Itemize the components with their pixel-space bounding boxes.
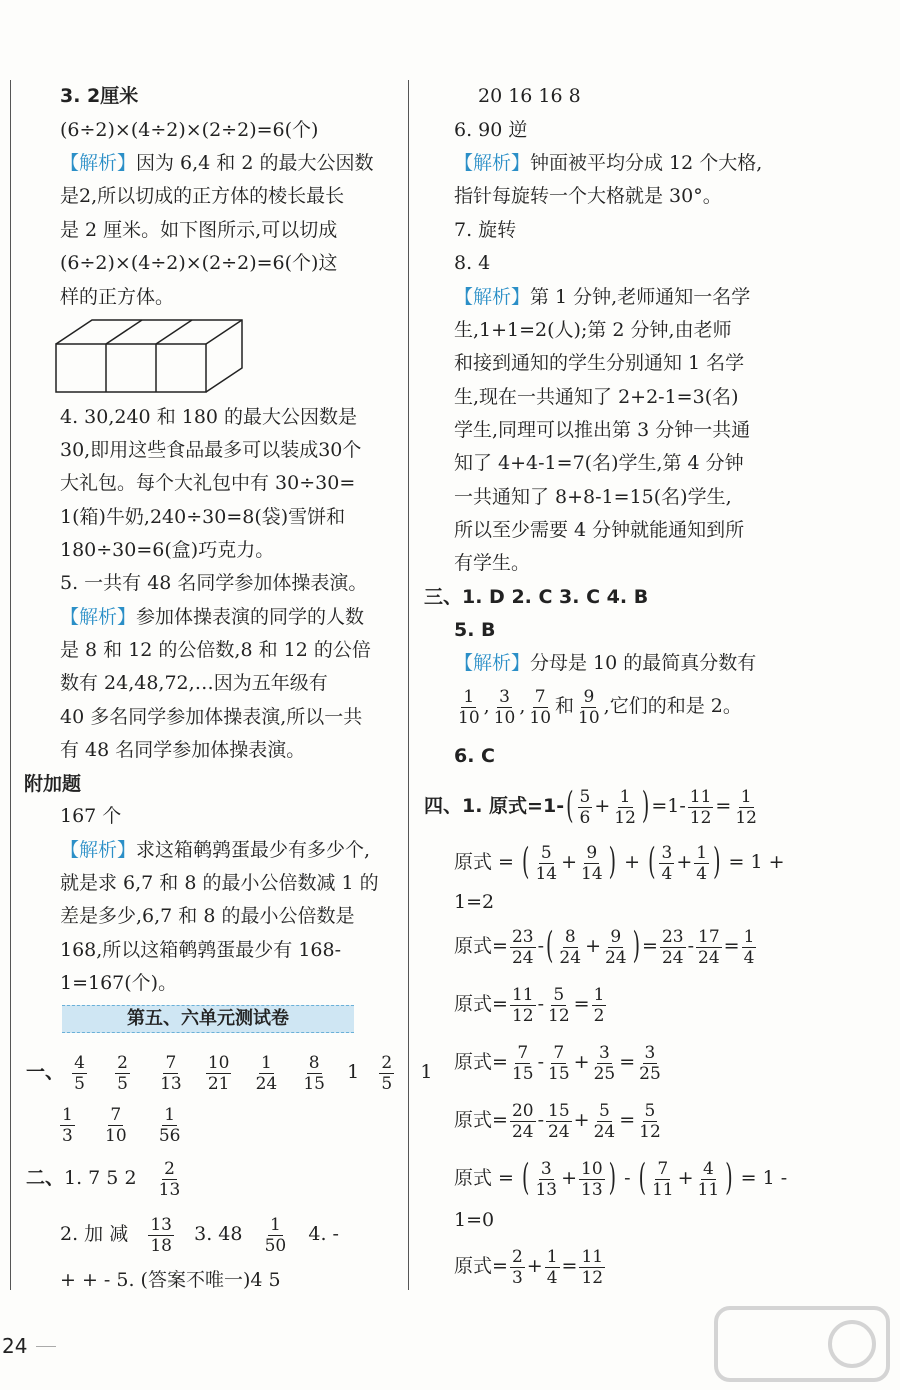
- extra-title: 附加题: [24, 773, 82, 795]
- q8-analysis-line: 所以至少需要 4 分钟就能通知到所: [454, 519, 745, 541]
- section3-q5: 5. B: [454, 619, 496, 641]
- extra-analysis-line: 1=167(个)。: [60, 972, 178, 994]
- section3-analysis: 【解析】分母是 10 的最简真分数有: [454, 652, 757, 674]
- q4-line: 4. 30,240 和 180 的最大公因数是: [60, 406, 358, 428]
- q3-analysis-line: 是2,所以切成的正方体的棱长最长: [60, 185, 345, 207]
- column-divider: [408, 80, 409, 1290]
- q8-answer: 8. 4: [454, 252, 491, 274]
- watermark-logo: [712, 1304, 892, 1384]
- q5-analysis-line: 数有 24,48,72,…因为五年级有: [60, 672, 328, 694]
- q5-analysis-line: 40 多名同学参加体操表演,所以一共: [60, 706, 363, 728]
- q6-analysis: 【解析】钟面被平均分成 12 个大格,: [454, 152, 763, 174]
- q4-line: 大礼包。每个大礼包中有 30÷30=: [60, 472, 356, 494]
- section-banner: 第五、六单元测试卷: [62, 1005, 354, 1033]
- section2-q2-4: 2. 加 减 $\frac{13}{18}$ 3. 48 $\frac{1}{50}$ 4. -: [60, 1214, 339, 1256]
- section2-q5: + + - 5. (答案不唯一)4 5: [60, 1269, 281, 1291]
- analysis-tag: 【解析】: [454, 652, 531, 674]
- equation-7: 原式 = ( $\frac{3}{13}$ + $\frac{10}{13}$ ) - ( $\frac{7}{11}$ + $\frac{4}{11}$ ) = 1 -: [454, 1157, 788, 1200]
- q4-line: 30,即用这些食品最多可以装成30个: [60, 439, 362, 461]
- analysis-tag: 【解析】: [60, 839, 137, 861]
- q5-analysis-line: 是 8 和 12 的公倍数,8 和 12 的公倍: [60, 639, 371, 661]
- q8-analysis-line: 知了 4+4-1=7(名)学生,第 4 分钟: [454, 452, 744, 474]
- equation-4: 原式= $\frac{11}{12}$ - $\frac{5}{12}$ = $\frac{1}{2}$: [454, 984, 605, 1026]
- q3-analysis-line: (6÷2)×(4÷2)×(2÷2)=6(个)这: [60, 252, 338, 274]
- q8-analysis-line: 学生,同理可以推出第 3 分钟一共通: [454, 419, 751, 441]
- q8-analysis-line: 和接到通知的学生分别通知 1 名学: [454, 352, 745, 374]
- footer-line: [36, 1346, 56, 1347]
- analysis-tag: 【解析】: [60, 606, 137, 628]
- extra-analysis-line: 168,所以这箱鹌鹑蛋最少有 168-: [60, 939, 342, 961]
- q8-analysis-line: 生,现在一共通知了 2+2-1=3(名): [454, 386, 739, 408]
- equation-5: 原式= $\frac{7}{15}$ - $\frac{7}{15}$ + $\frac{3}{25}$ = $\frac{3}{25}$: [454, 1042, 661, 1084]
- q3-analysis-line: 是 2 厘米。如下图所示,可以切成: [60, 219, 338, 241]
- section2-q1: 二、1. 7 5 2 $\frac{2}{13}$: [26, 1158, 181, 1200]
- equation-3: 原式= $\frac{23}{24}$ - ( $\frac{8}{24}$ + $\frac{9}{24}$ ) = $\frac{23}{24}$ - $\frac{17}{24}$ = $\frac{1}{4}$: [454, 925, 755, 968]
- equation-7-cont: 1=0: [454, 1209, 495, 1231]
- section3-fractions: $\frac{1}{10}$ , $\frac{3}{10}$ , $\frac{7}{10}$ 和 $\frac{9}{10}$ ,它们的和是 2。: [458, 686, 742, 728]
- section3-answers: 三、1. D 2. C 3. C 4. B: [424, 586, 649, 608]
- extra-analysis-line: 差是多少,6,7 和 8 的最小公倍数是: [60, 905, 355, 927]
- extra-analysis: 【解析】求这箱鹌鹑蛋最少有多少个,: [60, 839, 371, 861]
- q8-analysis: 【解析】第 1 分钟,老师通知一名学: [454, 286, 751, 308]
- analysis-tag: 【解析】: [454, 152, 531, 174]
- section3-q6: 6. C: [454, 745, 495, 767]
- extra-answer: 167 个: [60, 805, 122, 827]
- q5-line: 5. 一共有 48 名同学参加体操表演。: [60, 572, 368, 594]
- analysis-tag: 【解析】: [454, 286, 531, 308]
- q8-analysis-line: 有学生。: [454, 552, 531, 574]
- q3-analysis-line: 样的正方体。: [60, 286, 175, 308]
- answer-line: 20 16 16 8: [478, 85, 581, 107]
- q3-analysis: 【解析】因为 6,4 和 2 的最大公因数: [60, 152, 374, 174]
- cube-diagram: [54, 318, 244, 394]
- q6-answer: 6. 90 逆: [454, 119, 528, 141]
- section1-row1: 一、 $\frac{4}{5}$ $\frac{2}{5}$ $\frac{7}{13}$ $\frac{10}{21}$ $\frac{1}{24}$ $\frac{8}{15}$ 1 $\frac{2}{5}$ 1: [26, 1052, 433, 1094]
- q5-analysis: 【解析】参加体操表演的同学的人数: [60, 606, 365, 628]
- section1-row2: $\frac{1}{3}$ $\frac{7}{10}$ $\frac{1}{56}$: [62, 1104, 181, 1146]
- q8-analysis-line: 一共通知了 8+8-1=15(名)学生,: [454, 486, 732, 508]
- q5-analysis-line: 有 48 名同学参加体操表演。: [60, 739, 306, 761]
- q4-line: 180÷30=6(盒)巧克力。: [60, 539, 275, 561]
- q3-expression: (6÷2)×(4÷2)×(2÷2)=6(个): [60, 119, 319, 141]
- equation-2-cont: 1=2: [454, 891, 495, 913]
- extra-analysis-line: 就是求 6,7 和 8 的最小公倍数减 1 的: [60, 872, 379, 894]
- q7-answer: 7. 旋转: [454, 219, 517, 241]
- equation-6: 原式= $\frac{20}{24}$ - $\frac{15}{24}$ + $\frac{5}{24}$ = $\frac{5}{12}$: [454, 1100, 661, 1142]
- page-number: 24: [2, 1334, 28, 1358]
- analysis-tag: 【解析】: [60, 152, 137, 174]
- equation-1: 四、1. 原式=1- ( $\frac{5}{6}$ + $\frac{1}{12}$ ) =1- $\frac{11}{12}$ = $\frac{1}{12}$: [424, 785, 757, 828]
- q3-title: 3. 2厘米: [60, 85, 139, 107]
- left-margin-rule: [10, 80, 11, 1290]
- q4-line: 1(箱)牛奶,240÷30=8(袋)雪饼和: [60, 506, 346, 528]
- q8-analysis-line: 生,1+1=2(人);第 2 分钟,由老师: [454, 319, 732, 341]
- q6-analysis-line: 指针每旋转一个大格就是 30°。: [454, 185, 722, 207]
- equation-2: 原式 = ( $\frac{5}{14}$ + $\frac{9}{14}$ ) + ( $\frac{3}{4}$ + $\frac{1}{4}$ ) = 1 +: [454, 841, 785, 884]
- equation-8: 原式= $\frac{2}{3}$ + $\frac{1}{4}$ = $\frac{11}{12}$: [454, 1246, 604, 1288]
